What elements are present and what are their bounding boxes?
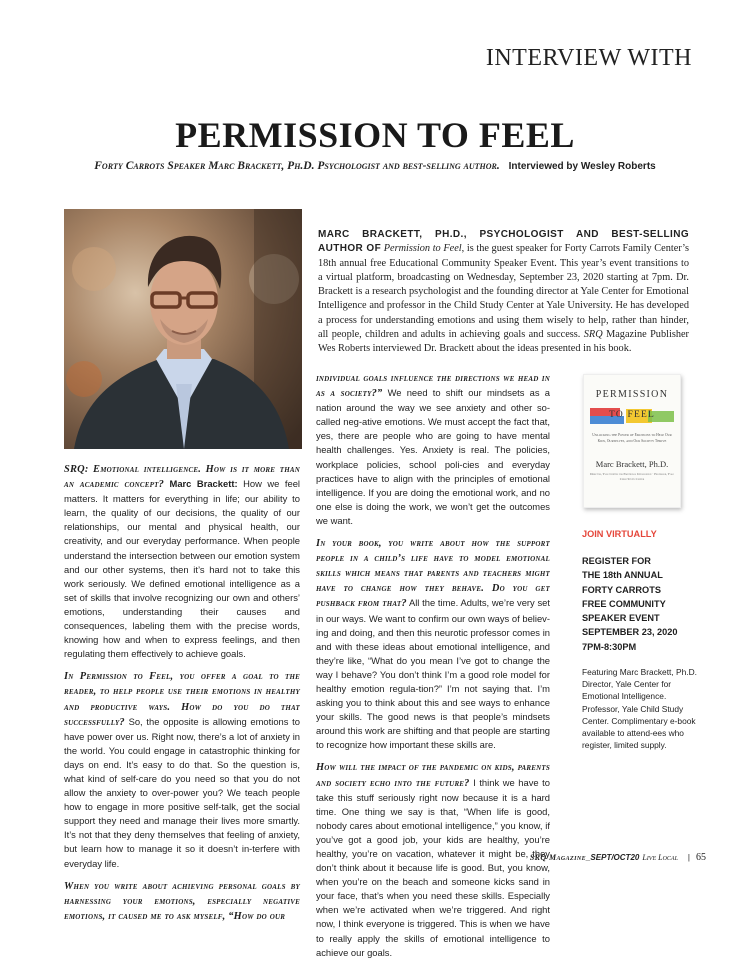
issue-label: _SEPT/OCT20 xyxy=(585,853,640,862)
section-label: INTERVIEW WITH xyxy=(485,45,692,71)
join-virtually-label: JOIN VIRTUALLY xyxy=(582,529,657,539)
qa-item xyxy=(316,371,550,528)
question: How will the impact of the pandemic on kids, parents and society echo into the future? xyxy=(316,762,550,789)
answer: So, the opposite is allowing emotions to have power over us. Right now, there’s a lot of anxiety in the world. You could engage in catastrophic thinking for days on end. It’s easy to do that. So the question is, what kind of self-care do you need so that you do not allow the anxiety to over-power you? We teach people how to engage in more positive self-talk, get the social support they need and manage their lives more smartly. It’s not that they deny themselves that feeling of anxiety, but learn how to manage it so it doesn’t in-terfere with everyday life. xyxy=(64,715,300,869)
qa-item xyxy=(316,760,550,959)
article-title: PERMISSION TO FEEL xyxy=(175,115,575,155)
article-subtitle xyxy=(80,155,670,178)
answer: We need to shift our mindsets as a nation around the way we see anxiety and other so-called neg-ative emotions. We must accept the fact that, yes, there are people who are going to have mental health challenges. Yes. Anxiety is real. The policies, workplace policies, school poli-cies and everyday practices have to align with the principles of emotional intelligence. If you are doing the emotional work, and no one else is doing the work, we won’t get the outcomes we want. xyxy=(316,387,550,526)
article-column-left xyxy=(64,462,300,932)
book-title-line1: PERMISSION xyxy=(595,389,669,400)
footer-divider: | xyxy=(687,853,690,862)
intro-lead: MARC BRACKETT, PH.D., PSYCHOLOGIST AND BEST-SELLING AUTHOR OF xyxy=(318,229,689,255)
event-line: SPEAKER EVENT xyxy=(582,613,660,624)
page-number: 65 xyxy=(696,852,706,863)
page-footer xyxy=(530,852,706,863)
question: In Permission to Feel, you offer a goal to the reader, to help people use their emotions in healthy and productive ways. How do you do that successfully? xyxy=(64,671,300,728)
portrait-photo xyxy=(64,209,302,449)
event-line: FORTY CARROTS xyxy=(582,584,661,595)
event-line: REGISTER FOR xyxy=(582,556,651,566)
intro-paragraph xyxy=(318,228,689,357)
book-subtitle: Unlocking the Power of Emotions to Help Our Kids, Ourselves, and Our Society Thrive xyxy=(592,433,672,443)
subtitle-text: Forty Carrots Speaker Marc Brackett, Ph.D. Psychologist and best-selling author. xyxy=(94,160,500,172)
qa-item xyxy=(316,536,550,752)
event-description: Featuring Marc Brackett, Ph.D. Director, Yale Center for Emotional Intelligence. Professor, Yale Child Study Center. Complimentary e-book available to attend-ees who register, limited supply. xyxy=(582,667,697,751)
intro-text-1: , is the guest speaker for Forty Carrots Family Center’s 18th annual free Educational Community Speaker Event. This year’s event transitions to a virtual platform, broadcasting on Wednesday, September 23, 2020 starting at 7pm. Dr. Brackett is a research psychologist and the founding director at Yale Center for Emotional Intelligence and professor in the Child Study Center at Yale University. He has developed a process for understanding emotions and using them wisely to help, rather than hinder, all people, children and adults in achieving goals and success. xyxy=(318,243,690,341)
answer-speaker: Marc Brackett: xyxy=(169,478,238,490)
article-column-middle xyxy=(316,371,550,968)
question: SRQ: Emotional intelligence. How is it more than an academic concept? xyxy=(64,464,300,491)
publication-name: SRQ Magazine xyxy=(529,853,586,862)
byline: Interviewed by Wesley Roberts xyxy=(508,161,656,172)
answer: How we feel matters. It matters for everything in life; our ability to learn, the quality of our decisions, the quality of our relationships, our mental and physical health, our creativity, and our everyday performance. When people understand the intersection between our emotion system and our other systems, then it’s hard not to take this work seriously. We defined emotional intelligence as a set of skills that involve recognizing our own and others’ emotions, understanding their causes and consequences, labeling them with the precise words, knowing how and when to express feelings, and then regulating them effectively to achieve goals. xyxy=(64,478,301,660)
footer-section: Live Local xyxy=(642,853,678,862)
qa-item xyxy=(64,879,300,924)
event-line: FREE COMMUNITY xyxy=(582,598,666,609)
book-author: Marc Brackett, Ph.D. xyxy=(595,459,669,469)
question: When you write about achieving personal goals by harnessing your emotions, especially negative emotions, it caused me to ask myself, “How do our xyxy=(64,880,300,922)
book-author-credit: Director, Yale Center for Emotional Intelligence · Professor, Yale Child Study Center xyxy=(590,472,674,481)
intro-book-title: Permission to Feel xyxy=(383,243,462,255)
intro-text-2: Magazine Publisher Wes Roberts interviewed Dr. Brackett about the ideas presented in his book. xyxy=(318,329,689,355)
qa-item xyxy=(64,462,300,661)
book-title-line2: TO FEEL xyxy=(609,410,655,420)
event-details xyxy=(582,554,702,654)
answer: I think we have to take this stuff seriously right now because it is a hard time. One thing we say is that, “When life is good, nobody cares about emotional intelligence,” you know, if you’ve got a good job, your kids are healthy, you’re healthy, you’re on vacation, whatever it might be, they don’t think about it because life is good. But, you know, when you’re on the beach and someone kicks sand in your face, that’s when you need these skills. Especially when we’re activated when we’re triggered. And right now, I think everyone is triggered. This is when we have to really apply the skills of emotional intelligence to achieve our goals. xyxy=(316,776,550,958)
question-continued: individual goals influence the directions we head in as a society?” xyxy=(316,373,550,400)
event-line: THE 18th ANNUAL xyxy=(582,570,663,581)
qa-item xyxy=(64,669,300,870)
intro-magazine: SRQ xyxy=(583,329,603,341)
event-date: SEPTEMBER 23, 2020 xyxy=(582,627,678,638)
event-sidebar xyxy=(582,529,702,752)
portrait-illustration xyxy=(64,209,302,449)
question: In your book, you write about how the support people in a child’s life have to model emotional skills which means that parents and teachers might have to change how they behave. Do you get pushback from that? xyxy=(316,538,550,610)
event-time: 7PM-8:30PM xyxy=(582,641,637,652)
book-cover-image xyxy=(583,374,681,508)
answer: All the time. Adults, we’re very set in our ways. We want to confirm our own ways of believ-ing and doing, and then this neurotic professor comes in and with these ideas about emotional intelligence, and they’re like, “What do you mean I’ve got to change the way I behave? You don’t think I’m a good role model for healthy emotion regula-tion?” I’m not saying that. I’m asking you to think about this and see ways to enhance your skills. The good news is that people’s mindsets around this work are shifting and that people are starting to recognize how important these skills are. xyxy=(316,597,550,751)
